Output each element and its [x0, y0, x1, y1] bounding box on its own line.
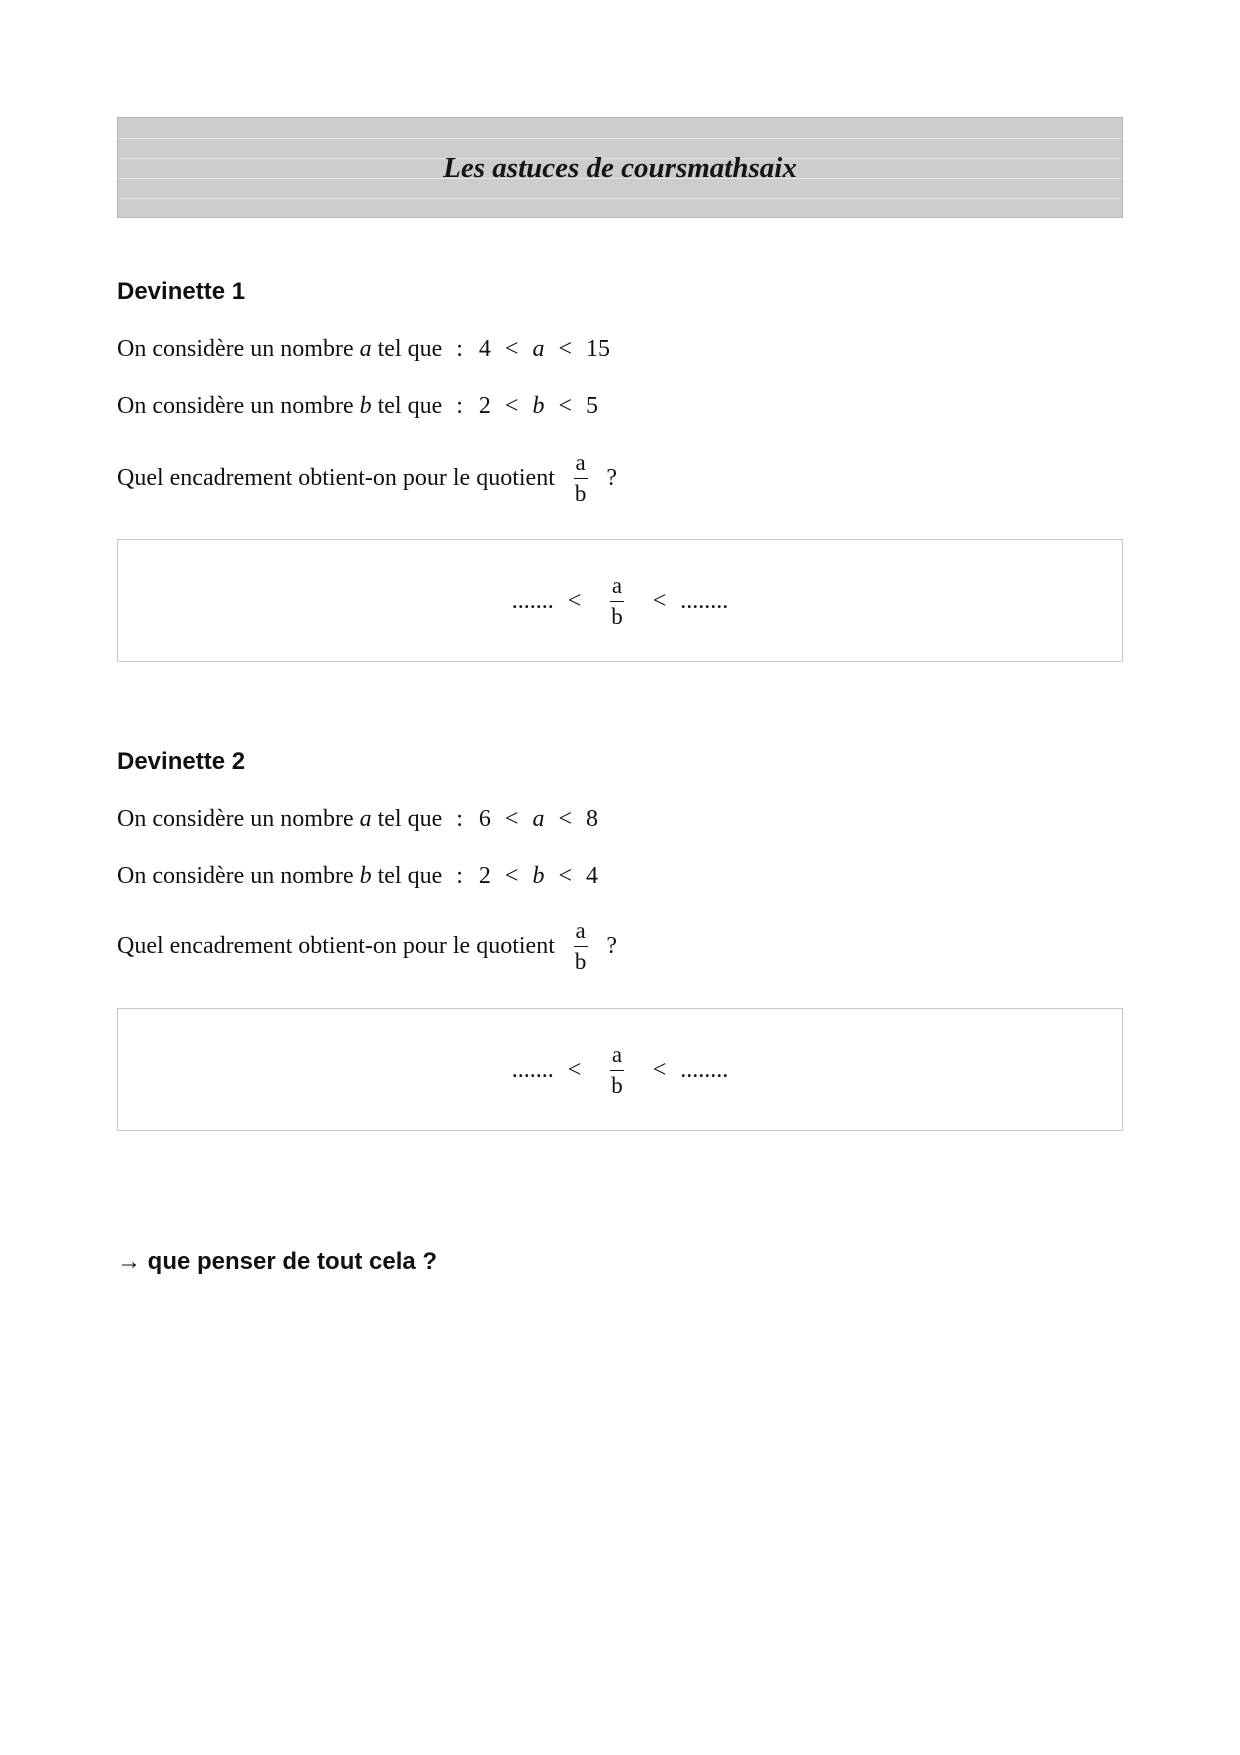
colon: : [456, 863, 463, 889]
page-title: Les astuces de coursmathsaix [443, 152, 797, 184]
upper-bound: 5 [586, 393, 599, 419]
variable-name: a [532, 336, 545, 362]
answer-right-blank: ........ [680, 587, 729, 614]
condition-line-a [117, 334, 610, 364]
less-than: < [558, 393, 573, 419]
condition-line-b [117, 861, 598, 891]
fraction-denominator: b [611, 1073, 623, 1098]
variable-name: b [359, 863, 372, 889]
condition-line-a [117, 804, 598, 834]
lower-bound: 2 [478, 393, 491, 419]
answer-box[interactable] [117, 539, 1123, 662]
less-than: < [558, 336, 573, 362]
colon: : [456, 336, 463, 362]
less-than: < [567, 587, 582, 614]
less-than: < [567, 1056, 582, 1083]
condition-prefix: On considère un nombre [117, 806, 354, 832]
condition-prefix: On considère un nombre [117, 336, 354, 362]
riddle-heading: Devinette 1 [117, 278, 246, 305]
answer-right-blank: ........ [680, 1056, 729, 1083]
condition-mid: tel que [377, 806, 443, 832]
condition-line-b [117, 391, 598, 421]
upper-bound: 15 [586, 336, 611, 362]
quotient-fraction [573, 449, 589, 507]
variable-name: a [359, 806, 372, 832]
less-than: < [652, 587, 667, 614]
banner-stripe [118, 198, 1122, 199]
lower-bound: 2 [478, 863, 491, 889]
colon: : [456, 393, 463, 419]
banner-stripe [118, 138, 1122, 139]
question-mark: ? [606, 933, 618, 959]
variable-name: a [359, 336, 372, 362]
question-line [117, 917, 617, 975]
less-than: < [652, 1056, 667, 1083]
answer-frame [118, 1041, 1122, 1099]
answer-left-blank: ....... [511, 1056, 554, 1083]
fraction-numerator: a [610, 572, 624, 602]
less-than: < [504, 393, 519, 419]
riddle-heading: Devinette 2 [117, 748, 246, 775]
riddle-section-1 [117, 277, 1123, 677]
question-text: Quel encadrement obtient-on pour le quotient [117, 933, 555, 959]
variable-name: b [532, 863, 545, 889]
colon: : [456, 806, 463, 832]
condition-mid: tel que [377, 393, 443, 419]
less-than: < [504, 806, 519, 832]
less-than: < [558, 806, 573, 832]
answer-left-blank: ....... [511, 587, 554, 614]
fraction-denominator: b [574, 949, 587, 974]
fraction-numerator: a [574, 917, 588, 947]
variable-name: b [532, 393, 545, 419]
fraction-numerator: a [574, 449, 588, 479]
conclusion-question: → que penser de tout cela ? [117, 1248, 438, 1275]
less-than: < [558, 863, 573, 889]
question-text: Quel encadrement obtient-on pour le quotient [117, 465, 555, 491]
upper-bound: 4 [586, 863, 599, 889]
upper-bound: 8 [586, 806, 599, 832]
condition-prefix: On considère un nombre [117, 863, 354, 889]
condition-prefix: On considère un nombre [117, 393, 354, 419]
less-than: < [504, 336, 519, 362]
fraction-numerator: a [610, 1041, 624, 1071]
lower-bound: 4 [478, 336, 491, 362]
less-than: < [504, 863, 519, 889]
answer-frame [118, 572, 1122, 630]
fraction-denominator: b [611, 604, 623, 629]
variable-name: b [359, 393, 372, 419]
condition-mid: tel que [377, 863, 443, 889]
quotient-fraction [573, 917, 589, 975]
quotient-fraction [609, 572, 625, 630]
quotient-fraction [609, 1041, 625, 1099]
answer-box[interactable] [117, 1008, 1123, 1131]
lower-bound: 6 [478, 806, 491, 832]
question-mark: ? [606, 465, 618, 491]
riddle-section-2 [117, 747, 1123, 1147]
question-line [117, 449, 617, 507]
fraction-denominator: b [574, 481, 587, 506]
variable-name: a [532, 806, 545, 832]
title-banner [117, 117, 1123, 218]
condition-mid: tel que [377, 336, 443, 362]
